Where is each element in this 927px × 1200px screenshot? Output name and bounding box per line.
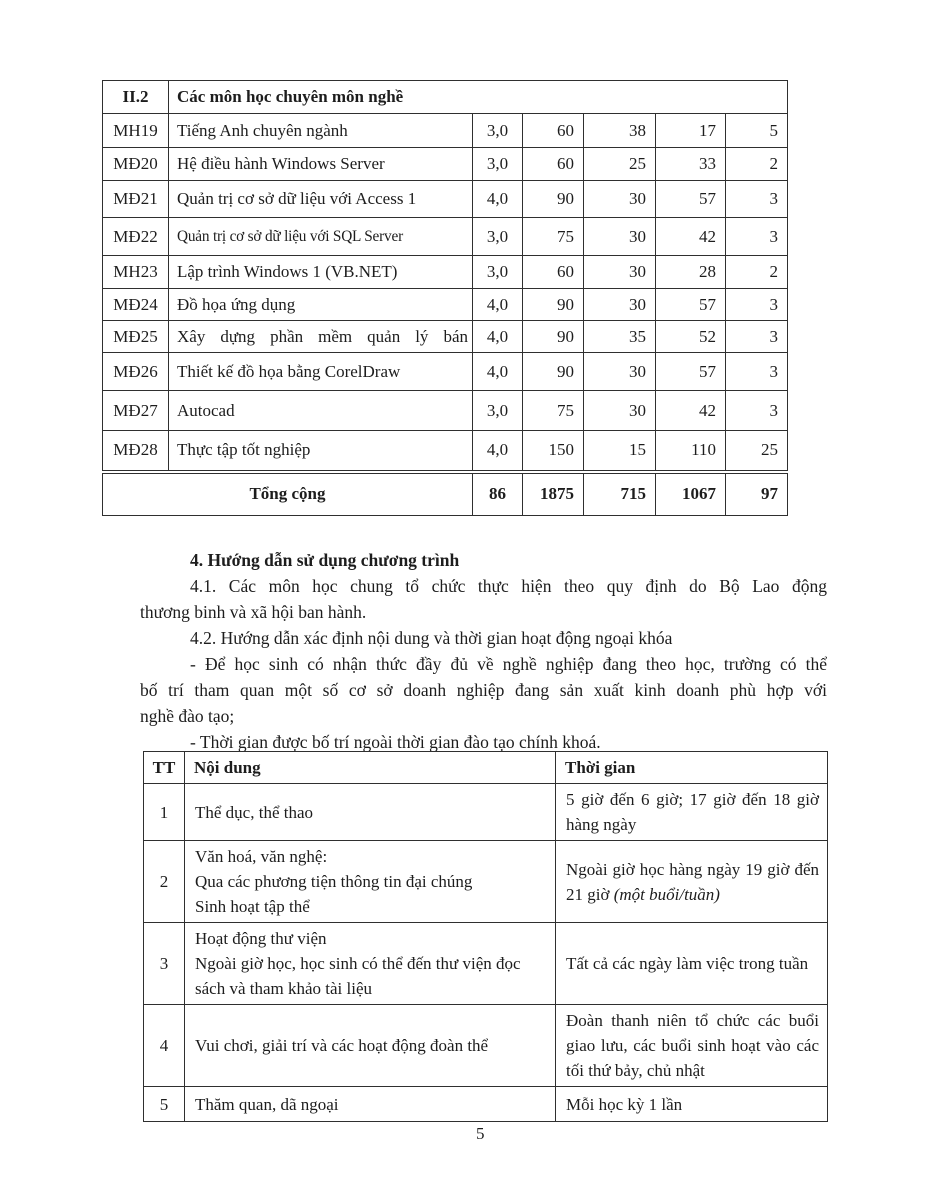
activity-time (556, 1087, 828, 1122)
activity-content (185, 841, 556, 923)
course-theory-hours: 30 (584, 353, 656, 391)
course-name: Đồ họa ứng dụng (169, 289, 473, 321)
course-credits: 3,0 (473, 148, 523, 181)
course-practice-hours: 57 (656, 353, 726, 391)
activity-content (185, 1087, 556, 1122)
section-heading: 4. Hướng dẫn sử dụng chương trình (190, 550, 460, 570)
time-text: 5 giờ đến 6 giờ; 17 giờ đến 18 giờ hàng ngày (566, 790, 819, 834)
activity-time (556, 841, 828, 923)
course-theory-hours: 30 (584, 181, 656, 218)
time-text-italic: (một buổi/tuần) (613, 884, 720, 904)
course-exam-hours: 2 (726, 256, 788, 289)
content-line: Thăm quan, dã ngoại (195, 1094, 339, 1114)
course-practice-hours: 110 (656, 431, 726, 472)
course-row (103, 256, 788, 289)
activity-number: 1 (144, 784, 185, 841)
course-total-hours: 150 (523, 431, 584, 472)
section-title: Các môn học chuyên môn nghề (169, 81, 788, 114)
course-exam-hours: 25 (726, 431, 788, 472)
course-total-hours: 60 (523, 148, 584, 181)
course-row (103, 321, 788, 353)
course-practice-hours: 42 (656, 391, 726, 431)
course-practice-hours: 17 (656, 114, 726, 148)
content-line: Văn hoá, văn nghệ: (195, 847, 328, 866)
time-text: Mỗi học kỳ 1 lần (566, 1094, 683, 1114)
course-code: MĐ25 (103, 321, 169, 353)
course-exam-hours: 3 (726, 181, 788, 218)
course-name: Quản trị cơ sở dữ liệu với Access 1 (169, 181, 473, 218)
course-code: MĐ26 (103, 353, 169, 391)
course-theory-hours: 25 (584, 148, 656, 181)
course-exam-hours: 5 (726, 114, 788, 148)
total-practice: 1067 (656, 472, 726, 516)
course-credits: 3,0 (473, 218, 523, 256)
course-total-hours: 75 (523, 218, 584, 256)
course-table-section-header (103, 81, 788, 114)
course-code: MĐ20 (103, 148, 169, 181)
course-code: MĐ21 (103, 181, 169, 218)
course-total-hours: 90 (523, 321, 584, 353)
header-tt: TT (144, 752, 185, 784)
content-line: Thể dục, thể thao (195, 802, 314, 822)
time-text: Tất cả các ngày làm việc trong tuần (566, 954, 809, 973)
course-row (103, 148, 788, 181)
course-modules-table (102, 80, 788, 516)
course-total-hours: 90 (523, 289, 584, 321)
course-credits: 4,0 (473, 289, 523, 321)
course-credits: 4,0 (473, 181, 523, 218)
course-total-hours: 75 (523, 391, 584, 431)
course-code: MĐ24 (103, 289, 169, 321)
course-credits: 4,0 (473, 431, 523, 472)
course-name: Lập trình Windows 1 (VB.NET) (169, 256, 473, 289)
activity-content (185, 1005, 556, 1087)
course-name: Hệ điều hành Windows Server (169, 148, 473, 181)
course-exam-hours: 3 (726, 289, 788, 321)
course-code: MH23 (103, 256, 169, 289)
course-theory-hours: 30 (584, 218, 656, 256)
course-credits: 3,0 (473, 114, 523, 148)
course-code: MĐ28 (103, 431, 169, 472)
activity-row (144, 784, 828, 841)
course-exam-hours: 3 (726, 321, 788, 353)
course-theory-hours: 30 (584, 256, 656, 289)
activity-number: 5 (144, 1087, 185, 1122)
course-theory-hours: 38 (584, 114, 656, 148)
activity-number: 2 (144, 841, 185, 923)
activity-number: 3 (144, 923, 185, 1005)
course-total-hours: 90 (523, 181, 584, 218)
paragraph-line: 4.1. Các môn học chung tổ chức thực hiện theo quy định do Bộ Lao động (190, 576, 827, 596)
activity-time (556, 1005, 828, 1087)
course-row (103, 391, 788, 431)
activity-row (144, 841, 828, 923)
header-content: Nội dung (185, 752, 556, 784)
course-practice-hours: 28 (656, 256, 726, 289)
paragraph-line: thương binh và xã hội ban hành. (140, 602, 367, 622)
total-theory: 715 (584, 472, 656, 516)
course-row (103, 289, 788, 321)
activity-time (556, 784, 828, 841)
course-name: Thực tập tốt nghiệp (169, 431, 473, 472)
activities-table (143, 751, 828, 1122)
course-code: MĐ22 (103, 218, 169, 256)
content-line: Sinh hoạt tập thể (195, 897, 310, 916)
course-name: Thiết kế đồ họa bằng CorelDraw (169, 353, 473, 391)
course-code: MĐ27 (103, 391, 169, 431)
course-total-hours: 90 (523, 353, 584, 391)
course-theory-hours: 30 (584, 289, 656, 321)
course-row (103, 181, 788, 218)
total-credits: 86 (473, 472, 523, 516)
total-hours: 1875 (523, 472, 584, 516)
content-line: Ngoài giờ học, học sinh có thể đến thư viện đọc sách và tham khảo tài liệu (195, 954, 521, 998)
content-line: Hoạt động thư viện (195, 929, 327, 948)
activity-header-row (144, 752, 828, 784)
page-number: 5 (476, 1124, 485, 1143)
paragraph-line: nghề đào tạo; (140, 706, 235, 726)
header-time: Thời gian (556, 752, 828, 784)
course-row (103, 353, 788, 391)
paragraph-line: bố trí tham quan một số cơ sở doanh nghiệp đang sản xuất kinh doanh phù hợp với (140, 680, 827, 700)
activity-row (144, 1005, 828, 1087)
section-4-text (140, 547, 827, 755)
activity-row (144, 1087, 828, 1122)
course-exam-hours: 3 (726, 218, 788, 256)
course-exam-hours: 3 (726, 391, 788, 431)
course-theory-hours: 35 (584, 321, 656, 353)
activity-row (144, 923, 828, 1005)
course-practice-hours: 57 (656, 289, 726, 321)
course-total-hours: 60 (523, 114, 584, 148)
total-label: Tổng cộng (103, 472, 473, 516)
content-line: Vui chơi, giải trí và các hoạt động đoàn thể (195, 1036, 489, 1055)
course-name: Tiếng Anh chuyên ngành (169, 114, 473, 148)
content-line: Qua các phương tiện thông tin đại chúng (195, 872, 473, 891)
activity-content (185, 784, 556, 841)
course-credits: 4,0 (473, 353, 523, 391)
course-credits: 3,0 (473, 256, 523, 289)
course-theory-hours: 15 (584, 431, 656, 472)
paragraph-line: - Thời gian được bố trí ngoài thời gian đào tạo chính khoá. (190, 732, 601, 752)
paragraph-line: - Để học sinh có nhận thức đầy đủ về nghề nghiệp đang theo học, trường có thể (190, 654, 827, 674)
section-code: II.2 (103, 81, 169, 114)
course-name: Quản trị cơ sở dữ liệu với SQL Server (169, 218, 473, 256)
course-credits: 3,0 (473, 391, 523, 431)
time-text: Đoàn thanh niên tổ chức các buổi giao lưu, các buổi sinh hoạt vào các tối thứ bảy, chủ nhật (566, 1011, 819, 1080)
course-code: MH19 (103, 114, 169, 148)
course-row (103, 431, 788, 472)
course-practice-hours: 33 (656, 148, 726, 181)
course-credits: 4,0 (473, 321, 523, 353)
course-name: Autocad (169, 391, 473, 431)
course-total-row (103, 472, 788, 516)
activity-time (556, 923, 828, 1005)
course-total-hours: 60 (523, 256, 584, 289)
course-exam-hours: 3 (726, 353, 788, 391)
course-row (103, 218, 788, 256)
course-exam-hours: 2 (726, 148, 788, 181)
course-row (103, 114, 788, 148)
paragraph-line: 4.2. Hướng dẫn xác định nội dung và thời gian hoạt động ngoại khóa (190, 628, 673, 648)
time-text: Ngoài giờ học hàng ngày 19 giờ đến 21 giờ (566, 859, 819, 904)
course-practice-hours: 42 (656, 218, 726, 256)
course-theory-hours: 30 (584, 391, 656, 431)
course-name: Xây dựng phần mềm quản lý bán (169, 321, 473, 353)
activity-content (185, 923, 556, 1005)
course-practice-hours: 52 (656, 321, 726, 353)
activity-number: 4 (144, 1005, 185, 1087)
course-practice-hours: 57 (656, 181, 726, 218)
total-exam: 97 (726, 472, 788, 516)
